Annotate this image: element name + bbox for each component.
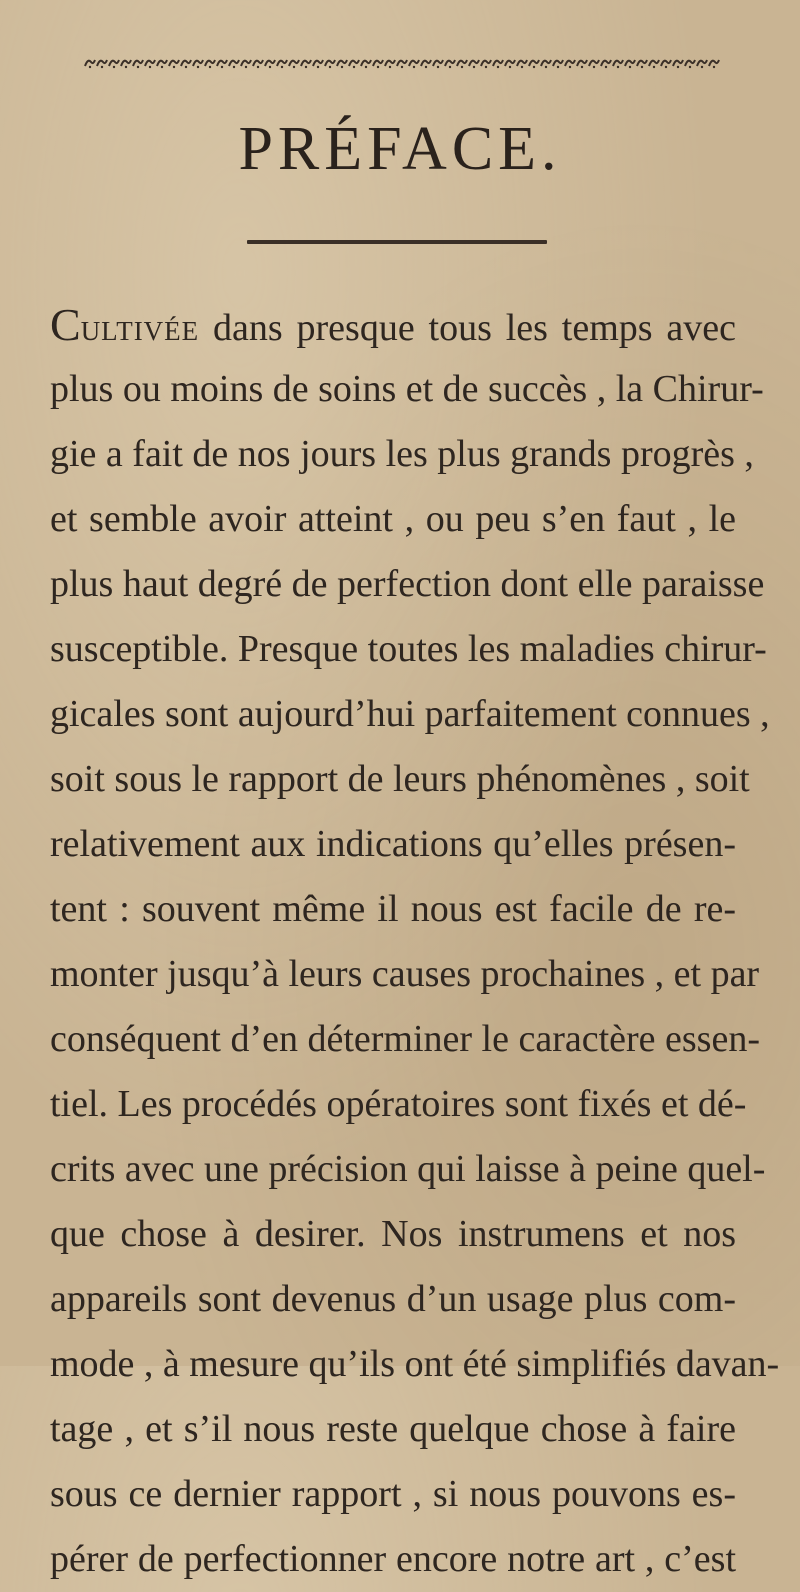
text-line: tent : souvent même il nous est facile de re- xyxy=(50,888,736,930)
text-line: gie a fait de nos jours les plus grands progrès , xyxy=(50,433,754,475)
text-line: appareils sont devenus d’un usage plus com- xyxy=(50,1278,736,1320)
text-line-1 xyxy=(50,292,736,357)
text-line: plus ou moins de soins et de succès , la Chirur- xyxy=(50,368,764,410)
text-line: susceptible. Presque toutes les maladies chirur- xyxy=(50,628,767,670)
text-line: conséquent d’en déterminer le caractère essen- xyxy=(50,1018,760,1060)
opening-small-caps: ultivée xyxy=(80,307,200,349)
line-1-rest: dans presque tous les temps avec xyxy=(199,307,736,349)
text-line: que chose à desirer. Nos instrumens et nos xyxy=(50,1213,736,1255)
text-line: sous ce dernier rapport , si nous pouvons es- xyxy=(50,1473,736,1515)
text-line: pérer de perfectionner encore notre art , c’est xyxy=(50,1538,736,1580)
text-line: relativement aux indications qu’elles présen- xyxy=(50,823,736,865)
text-line: tage , et s’il nous reste quelque chose à faire xyxy=(50,1408,736,1450)
text-line: crits avec une précision qui laisse à peine quel- xyxy=(50,1148,766,1190)
page-title: PRÉFACE. xyxy=(238,115,562,183)
text-line: et semble avoir atteint , ou peu s’en faut , le xyxy=(50,498,736,540)
text-line: tiel. Les procédés opératoires sont fixés et dé- xyxy=(50,1083,747,1125)
text-line: mode , à mesure qu’ils ont été simplifiés davan- xyxy=(50,1343,780,1385)
text-line: plus haut degré de perfection dont elle paraisse xyxy=(50,563,765,605)
drop-initial: C xyxy=(50,299,81,350)
preface-paragraph xyxy=(50,292,780,1592)
text-line: monter jusqu’à leurs causes prochaines , et par xyxy=(50,953,760,995)
text-line: gicales sont aujourd’hui parfaitement connues , xyxy=(50,693,770,735)
title-divider xyxy=(247,240,547,244)
ornament-border-icon xyxy=(84,56,720,70)
text-line: soit sous le rapport de leurs phénomènes , soit xyxy=(50,758,750,800)
ornamental-header-rule xyxy=(84,56,720,70)
